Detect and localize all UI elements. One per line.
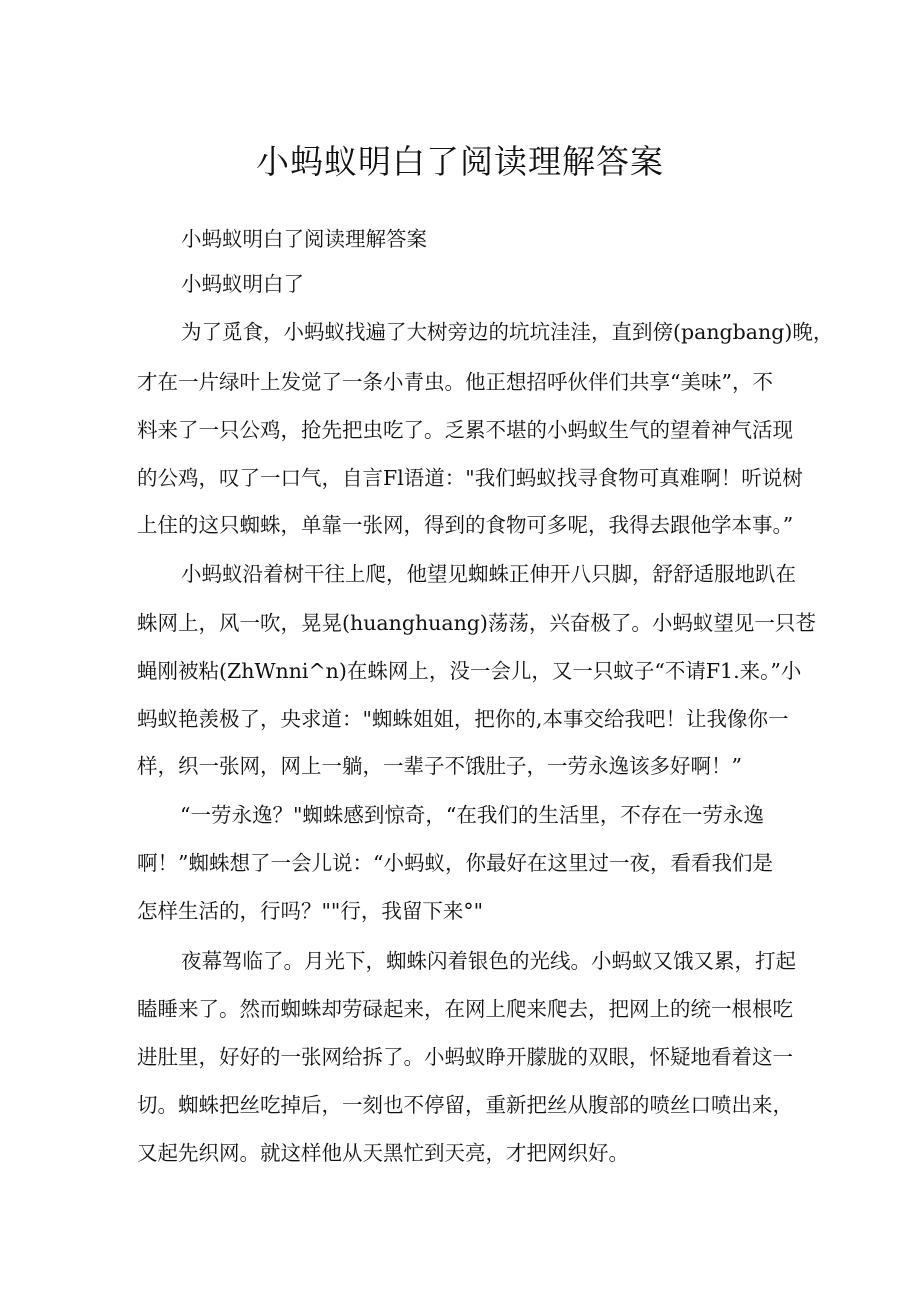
story-title: 小蚂蚁明白了 [181, 272, 304, 296]
paragraph-1-line-3: 料来了一只公鸡，抢先把虫吃了。乏累不堪的小蚂蚁生气的望着神气活现 [137, 418, 793, 442]
paragraph-2-line-5: 样，织一张网，网上一躺，一辈子不饿肚子，一劳永逸该多好啊！” [137, 754, 742, 778]
page-title: 小蚂蚁明白了阅读理解答案 [256, 142, 664, 181]
paragraph-1-line-5: 上住的这只蜘蛛，单靠一张网，得到的食物可多呢，我得去跟他学本事。” [137, 513, 794, 537]
paragraph-1-line-4: 的公鸡，叹了一口气，自言Fl语道："我们蚂蚁找寻食物可真难啊！听说树 [137, 466, 803, 490]
paragraph-2-line-2: 蛛网上，风一吹，晃晃(huanghuang)荡荡，兴奋极了。小蚂蚁望见一只苍 [137, 611, 816, 635]
paragraph-2-line-1: 小蚂蚁沿着树干往上爬，他望见蜘蛛正伸开八只脚，舒舒适服地趴在 [181, 562, 796, 586]
paragraph-3-line-3: 怎样生活的，行吗？""行，我留下来°" [137, 899, 484, 923]
paragraph-2-line-4: 蚂蚁艳羡极了，央求道："蜘蛛姐姐，把你的,本事交给我吧！让我像你一 [137, 707, 789, 731]
paragraph-4-line-5: 又起先织网。就这样他从天黑忙到天亮，才把网织好。 [137, 1141, 629, 1165]
subtitle: 小蚂蚁明白了阅读理解答案 [181, 227, 427, 251]
paragraph-1-line-2: 才在一片绿叶上发觉了一条小青虫。他正想招呼伙伴们共享“美味”，不 [137, 370, 773, 394]
paragraph-1-line-1: 为了觅食，小蚂蚁找遍了大树旁边的坑坑洼洼，直到傍(pangbang)晚， [181, 320, 834, 344]
paragraph-4-line-4: 切。蜘蛛把丝吃掉后，一刻也不停留，重新把丝从腹部的喷丝口喷出来， [137, 1093, 793, 1117]
paragraph-3-line-2: 啊！”蜘蛛想了一会儿说：“小蚂蚁，你最好在这里过一夜，看看我们是 [137, 851, 773, 875]
paragraph-4-line-2: 瞌睡来了。然而蜘蛛却劳碌起来，在网上爬来爬去，把网上的统一根根吃 [137, 997, 793, 1021]
paragraph-4-line-3: 进肚里，好好的一张网给拆了。小蚂蚁睁开朦胧的双眼，怀疑地看着这一 [137, 1045, 793, 1069]
paragraph-2-line-3: 蝇刚被粘(ZhWnni^n)在蛛网上，没一会儿，又一只蚊子“不请F1.来。”小 [137, 659, 802, 683]
paragraph-4-line-1: 夜幕驾临了。月光下，蜘蛛闪着银色的光线。小蚂蚁又饿又累，打起 [181, 949, 796, 973]
paragraph-3-line-1: “一劳永逸？"蜘蛛感到惊奇，“在我们的生活里，不存在一劳永逸 [180, 803, 764, 827]
